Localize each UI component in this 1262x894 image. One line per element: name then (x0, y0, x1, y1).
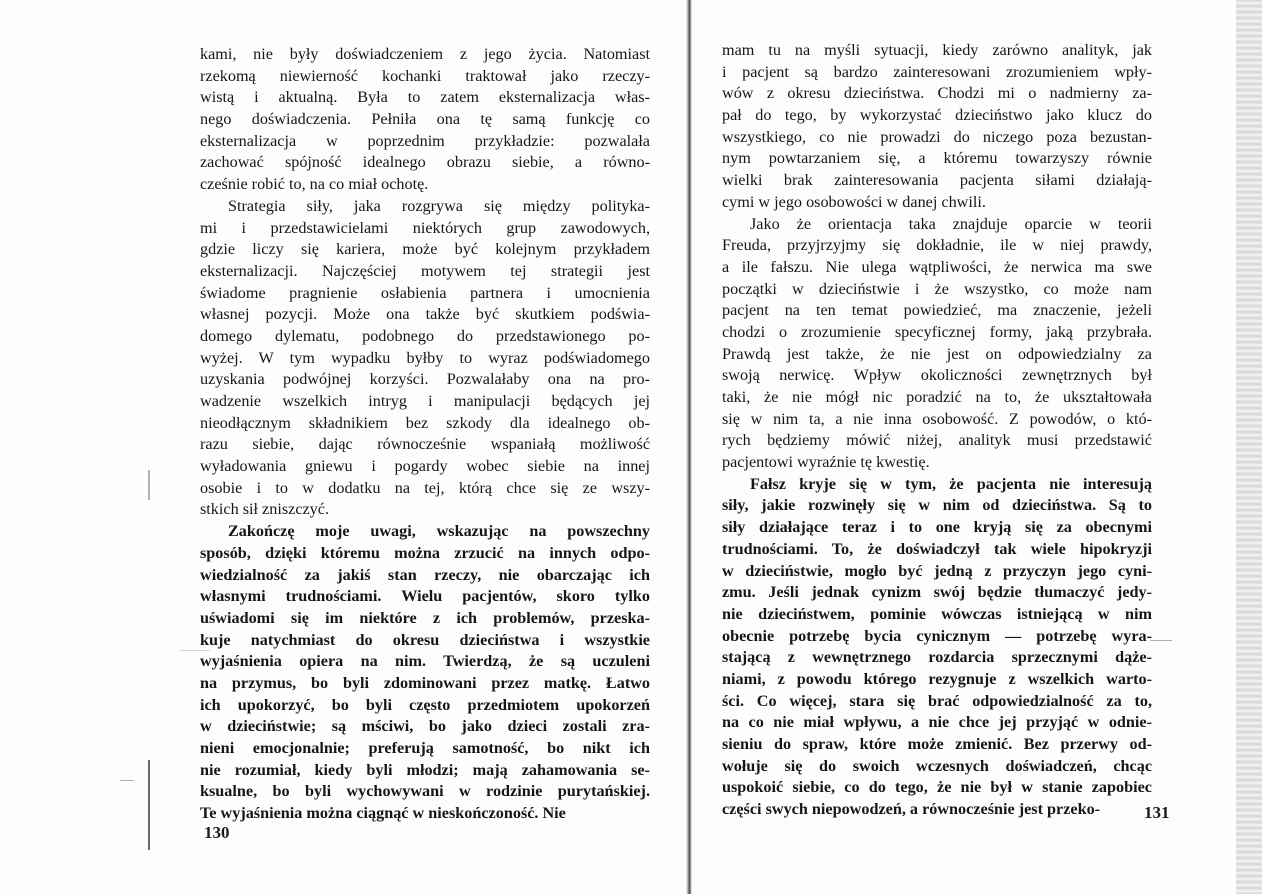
right-page (660, 0, 1262, 894)
scan-speck (1150, 640, 1172, 641)
scan-speck (120, 780, 134, 781)
text-line: wszystkiego, co nie prowadzi do niczego poza bezustan- (722, 127, 1152, 146)
text-line: chodzi o zrozumienie specyficznej formy, jaką przybrała. (722, 322, 1152, 341)
text-line: rych będziemy mówić niżej, analityk musi przedstawić (722, 431, 1152, 450)
text-line: na przymus, bo byli zdominowani przez matkę. Łatwo (200, 673, 650, 692)
text-line: świadome pragnienie osłabienia partnera i umocnienia (200, 283, 650, 302)
text-line: obecnie potrzebę bycia cynicznym — potrzebę wyra- (722, 626, 1152, 645)
text-line: ich upokorzyć, bo byli często przedmiotem upokorzeń (200, 695, 650, 714)
text-line: siły, jakie rozwinęły się w nim od dzieciństwa. Są to (722, 496, 1152, 515)
text-line: własnej pozycji. Może ona także być skutkiem podświa- (200, 305, 650, 324)
text-line: domego dylematu, podobnego do przedstawionego po- (200, 326, 650, 345)
text-line: ksualne, bo byli wychowywani w rodzinie purytańskiej. (200, 782, 650, 801)
text-line: eksternalizacji. Najczęściej motywem tej strategii jest (200, 261, 650, 280)
text-line: razu siebie, dając równocześnie wspaniałą możliwość (200, 435, 650, 454)
text-line: nym powtarzaniem się, a któremu towarzyszy równie (722, 149, 1152, 168)
text-line: nieni emocjonalnie; preferują samotność, bo nikt ich (200, 739, 650, 757)
text-line: taki, że nie mógł nic poradzić na to, że ukształtowała (722, 388, 1152, 406)
scan-edge-mark (148, 760, 150, 850)
text-line: nie rozumiał, kiedy byli młodzi; mają zahamowania se- (200, 760, 650, 779)
text-line: stkich sił zniszczyć. (200, 500, 330, 519)
text-line: stającą z wewnętrznego rozdarcia sprzecznymi dąże- (722, 648, 1152, 667)
text-line: wiedzialność za jakiś stan rzeczy, nie obarczając ich (200, 565, 650, 584)
text-line: Strategia siły, jaka rozgrywa się między polityka- (228, 196, 650, 215)
text-line: początki w dzieciństwie i że wszystko, co może nam (722, 279, 1152, 298)
left-page-text (200, 44, 650, 825)
text-line: wyżej. W tym wypadku byłby to wyraz podświadomego (200, 348, 650, 367)
text-line: Freuda, przyjrzyjmy się dokładnie, ile w niej prawdy, (722, 236, 1152, 255)
text-line: uspokoić siebie, co do tego, że nie był w stanie zapobiec (722, 778, 1152, 797)
text-line: wistą i aktualną. Była to zatem eksternalizacja włas- (200, 88, 650, 107)
text-line: niami, z powodu którego rezygnuje z wszelkich warto- (722, 669, 1152, 688)
text-line: eksternalizacja w poprzednim przykładzie: pozwalała (200, 131, 650, 150)
text-line: mam tu na myśli sytuacji, kiedy zarówno analityk, jak (722, 41, 1152, 59)
text-line: zachować spójność idealnego obrazu siebie, a równo- (200, 153, 650, 172)
text-line: nego doświadczenia. Pełniła ona tę samą funkcję co (200, 110, 650, 129)
text-line: wołuje się do swoich wczesnych doświadczeń, chcąc (722, 756, 1152, 775)
text-line: Zakończę moje uwagi, wskazując na powszechny (228, 522, 650, 541)
right-page-text (722, 40, 1152, 821)
scan-edge-mark (148, 470, 150, 500)
text-line: pał do tego, by wykorzystać dzieciństwo jako klucz do (722, 106, 1152, 125)
scan-edge-shadow (1236, 0, 1262, 894)
text-line: wadzenie wszelkich intryg i manipulacji będących jej (200, 392, 650, 410)
text-line: kuje natychmiast do okresu dzieciństwa i wszystkie (200, 630, 650, 649)
right-page-number: 131 (1144, 803, 1170, 822)
text-line: i pacjent są bardzo zainteresowani zrozumieniem wpły- (722, 62, 1152, 81)
text-line: uzyskania podwójnej korzyści. Pozwalałaby ona na pro- (200, 370, 650, 389)
text-line: się w nim ta, a nie inna osobowość. Z powodów, o któ- (722, 409, 1152, 428)
text-line: mi i przedstawicielami niektórych grup zawodowych, (200, 218, 650, 237)
text-line: kami, nie były doświadczeniem z jego życia. Natomiast (200, 45, 650, 63)
text-line: Jako że orientacja taka znajduje oparcie w teorii (750, 214, 1152, 233)
text-line: na co nie miał wpływu, a nie chce jej przyjąć w odnie- (722, 713, 1152, 732)
text-line: sieniu do spraw, które może zmienić. Bez przerwy od- (722, 735, 1152, 753)
text-line: własnymi trudnościami. Wielu pacjentów, skoro tylko (200, 587, 650, 606)
text-line: cześnie robić to, na co miał ochotę. (200, 175, 429, 194)
text-line: wów z okresu dzieciństwa. Chodzi mi o nadmierny za- (722, 84, 1152, 103)
text-line: osobie i to w dodatku na tej, którą chce się ze wszy- (200, 478, 650, 497)
text-line: nie dzieciństwem, pominie wówczas istniejącą w nim (722, 604, 1152, 623)
text-line: sposób, dzięki któremu można zrzucić na innych odpo- (200, 543, 650, 562)
text-line: nieodłącznym składnikiem bez szkody dla idealnego ob- (200, 413, 650, 432)
text-line: a ile fałszu. Nie ulega wątpliwości, że nerwica ma swe (722, 257, 1152, 276)
text-line: w dzieciństwie; są mściwi, bo jako dzieci zostali zra- (200, 717, 650, 736)
text-line: wielki brak zainteresowania pacjenta siłami działają- (722, 171, 1152, 190)
text-line: zmu. Jeśli jednak cynizm swój będzie tłumaczyć jedy- (722, 583, 1152, 602)
text-line: Prawdą jest także, że nie jest on odpowiedzialny za (722, 344, 1152, 363)
text-line: siły działające teraz i to one kryją się za obecnymi (722, 518, 1152, 537)
text-line: cymi w jego osobowości w danej chwili. (722, 192, 986, 211)
text-line: swoją nerwicę. Wpływ okoliczności zewnętrznych był (722, 366, 1152, 385)
text-line: w dzieciństwie, mogło być jedną z przyczyn jego cyni- (722, 561, 1152, 580)
text-line: trudnościami. To, że doświadczył tak wiele hipokryzji (722, 539, 1152, 558)
text-line: wyjaśnienia opiera na nim. Twierdzą, że są uczuleni (200, 652, 650, 671)
text-line: pacjent na ten temat powiedzieć, ma znaczenie, jeżeli (722, 301, 1152, 320)
text-line: ści. Co więcej, stara się brać odpowiedzialność za to, (722, 691, 1152, 710)
text-line: rzekomą niewierność kochanki traktował jako rzeczy- (200, 66, 650, 85)
text-line: Fałsz kryje się w tym, że pacjenta nie interesują (750, 474, 1152, 493)
text-line: Te wyjaśnienia można ciągnąć w nieskończoność. Nie (200, 804, 566, 823)
text-line: pacjentowi wyraźnie tę kwestię. (722, 453, 930, 472)
text-line: wyładowania gniewu i pogardy wobec siebie na innej (200, 457, 650, 476)
text-line: gdzie liczy się kariera, może być kolejnym przykładem (200, 240, 650, 259)
text-line: części swych niepowodzeń, a równocześnie jest przeko- (722, 800, 1101, 819)
scan-speck (180, 650, 210, 651)
text-line: uświadomi się im niektóre z ich problemów, przeska- (200, 608, 650, 627)
left-page-number: 130 (204, 823, 230, 842)
